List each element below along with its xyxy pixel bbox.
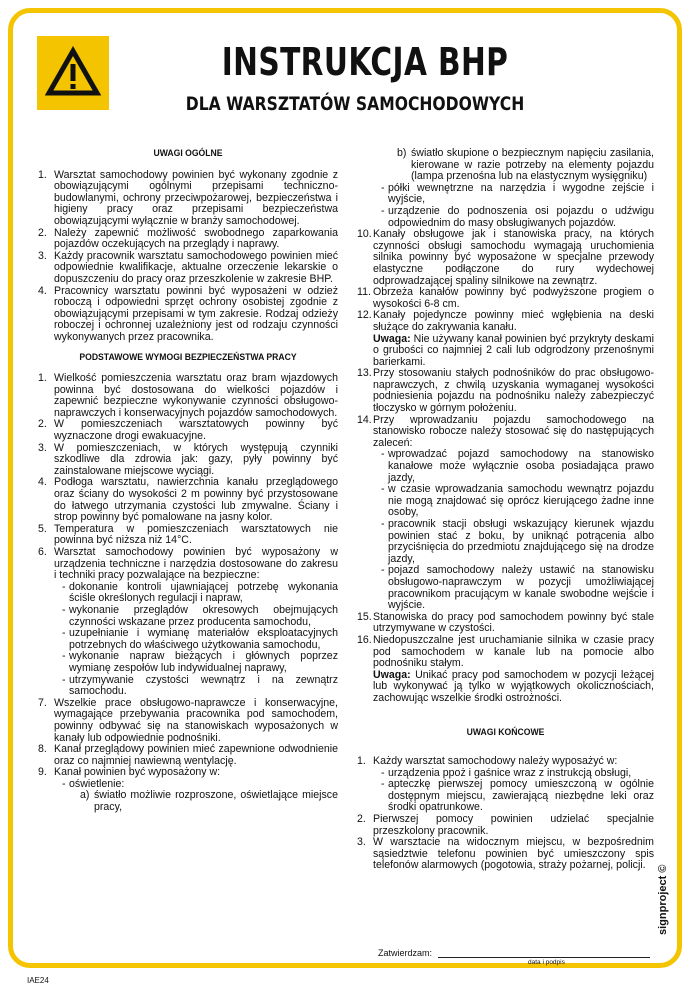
page-subtitle: DLA WARSZTATÓW SAMOCHODOWYCH: [185, 93, 525, 115]
list-item: 14. Przy wprowadzaniu pojazdu samochodowego na stanowisko robocze należy stosować się do następujących zaleceń: - wprowadzać pojazd samochodowy na stanowisko kanałowe może wyłącznie osoba posiadająca prawo jazdy, - w czasie wprowadzania samochodu wewnątrz pojazdu nie mogą znajdować się oprócz kierującego żadne inne osoby, - pracownik stacji obsługi wskazujący kierunek wjazdu powinien stać z boku, by uniknąć potrącenia albo przyciśnięcia do przedmiotu znajdującego się na drodze jazdy, - pojazd samochodowy należy ustawić na stanowisku obsługowo-naprawczym w pozycji umożliwiającej pracownikom pracującym w kanale swobodne wejście i wyjście.: [357, 415, 654, 612]
final-list: [357, 756, 654, 872]
list-item: 5. Temperatura w pomieszczeniach warsztatowych nie powinna być niższa niż 14°C.: [38, 522, 338, 547]
dash-list: [54, 582, 338, 698]
dash-item: - pracownik stacji obsługi wskazujący kierunek wjazdu powinien stać z boku, by uniknąć potrącenia albo przyciśnięcia do przedmiotu znajdującego się na drodze jazdy,: [381, 519, 654, 565]
list-item: 4. Podłoga warsztatu, nawierzchnia kanału przeglądowego oraz ściany do wysokości 2 m powinny być przystosowane do łatwego utrzymania czystości lub zmywalne. Ściany i strop powinny być pomalowane na jasny kolor.: [38, 476, 338, 524]
dash-list: [373, 449, 654, 611]
list-item: 6. Warsztat samochodowy powinien być wyposażony w urządzenia techniczne i narzędzia dostosowane do zakresu i techniki pracy pozwalające na bezpieczne: - dokonanie kontroli ujawniającej potrzebę wykonania ściśle określonych regulacji i napraw, - wykonanie przeglądów okresowych obejmujących czynności wskazane przez producenta samochodu, - uzupełnianie i wymianę materiałów eksploatacyjnych potrzebnych do właściwego użytkowania samochodu, - wykonanie napraw bieżących i głównych poprzez wymianę zespołów lub indywidualnej naprawy, - utrzymywanie czystości wewnątrz i na zewnątrz samochodu.: [38, 547, 338, 698]
list-item: 1. Warsztat samochodowy powinien być wykonany zgodnie z obowiązującymi ogólnymi przepisami techniczno-budowlanymi, ochrony przeciwpożarowej, bezpieczeństwa i higieny pracy oraz przepisami bezpieczeństwa obowiązującymi wyłącznie w branży samochodowej.: [38, 168, 338, 227]
dash-list: [373, 768, 654, 814]
dash-item: - wykonanie napraw bieżących i głównych poprzez wymianę zespołów lub indywidualnej naprawy,: [62, 651, 338, 674]
list-item: 8. Kanał przeglądowy powinien mieć zapewnione odwodnienie oraz co najmniej nawiewną wentylację.: [38, 743, 338, 767]
list-item: 11. Obrzeża kanałów powinny być podwyższone progiem o wysokości 6-8 cm.: [357, 286, 654, 310]
dash-item: - apteczkę pierwszej pomocy umieszczoną w ogólnie dostępnym miejscu, zawierającą niezbędne leki oraz środki opatrunkowe.: [381, 779, 654, 814]
dash-item: - urządzenie do podnoszenia osi pojazdu o udźwigu odpowiednim do masy obsługiwanych pojazdów.: [381, 206, 654, 229]
dash-item: - uzupełnianie i wymianę materiałów eksploatacyjnych potrzebnych do właściwego użytkowania samochodu,: [62, 628, 338, 651]
list-item: 3. W pomieszczeniach, w których występują czynniki szkodliwe dla zdrowia jak: gazy, pyły powinny być zainstalowane miejscowe wyciągi.: [38, 441, 338, 477]
list-item: 2. Pierwszej pomocy powinien udzielać specjalnie przeszkolony pracownik.: [357, 813, 654, 837]
warning-triangle-icon: [45, 44, 101, 100]
list-item: 4. Pracownicy warsztatu powinni być wyposażeni w odzież roboczą i odpowiedni sprzęt ochrony osobistej zgodnie z obowiązującymi przepisami w tym zakresie. Rodzaj odzieży roboczej i ochronnej uzależniony jest od rodzaju czynności wykonywanych przez pracownika.: [38, 284, 338, 343]
page-title: INSTRUKCJA BHP: [221, 40, 509, 84]
dash-item: - utrzymywanie czystości wewnątrz i na zewnątrz samochodu.: [62, 675, 338, 698]
section-heading-requirements: PODSTAWOWE WYMOGI BEZPIECZEŃSTWA PRACY: [79, 351, 297, 363]
list-item: 12. Kanały pojedyncze powinny mieć wgłębienia na deski służące do zakrywania kanału. Uwaga: Nie używany kanał powinien być przykryty deskami o grubości co najmniej 2 cali lub odgrodzony przenośnymi barierkami.: [357, 309, 654, 368]
list-item: 3. Każdy pracownik warsztatu samochodowego powinien mieć odpowiednie kwalifikacje, aktualne orzeczenie lekarskie o dopuszczeniu do pracy oraz przeszkolenie w zakresie BHP.: [38, 249, 338, 285]
approval-sublabel: data i podpis: [528, 959, 565, 966]
list-item: 3. W warsztacie na widocznym miejscu, w bezpośrednim sąsiedztwie telefonu powinien być umieszczony spis telefonów alarmowych (pogotowia, straży pożarnej, policji.: [357, 836, 654, 872]
list-item: 2. Należy zapewnić możliwość swobodnego zaparkowania pojazdów oczekujących na przeglądy i naprawy.: [38, 226, 338, 251]
brand-mark: signproject ©: [657, 864, 669, 935]
signature-line: [438, 957, 650, 958]
left-column: [38, 148, 338, 814]
dash-item: - półki wewnętrzne na narzędzia i wygodne zejście i wyjście,: [381, 183, 654, 206]
dash-item: - wykonanie przeglądów okresowych obejmujących czynności wskazane przez producenta samochodu,: [62, 605, 338, 628]
dash-list: [357, 183, 654, 229]
right-column: [357, 148, 654, 872]
dash-item: - dokonanie kontroli ujawniającej potrzebę wykonania ściśle określonych regulacji i napraw,: [62, 582, 338, 605]
list-item: 15. Stanowiska do pracy pod samochodem powinny być stale utrzymywane w czystości.: [357, 610, 654, 635]
list-item: 16. Niedopuszczalne jest uruchamianie silnika w czasie pracy pod samochodem w kanale lub na pomocie albo podnośniku stałym. Uwaga: Unikać pracy pod samochodem w pozycji leżącej lub wykonywać ją tylko w wyjątkowych okolicznościach, zachowując wszelkie środki ostrożności.: [357, 633, 654, 704]
list-item: 2. W pomieszczeniach warsztatowych powinny być wyznaczone drogi ewakuacyjne.: [38, 418, 338, 443]
dash-item: - w czasie wprowadzania samochodu wewnątrz pojazdu nie mogą znajdować się oprócz kierującego żadne inne osoby,: [381, 484, 654, 519]
list-item: 13. Przy stosowaniu stałych podnośników do prac obsługowo-naprawczych, z chwilą uzyskania wymaganej wysokości podniesienia pojazdu na podnośniku należy zabezpieczyć tłoczysko w górnym położeniu.: [357, 367, 654, 415]
list-item: 10. Kanały obsługowe jak i stanowiska pracy, na których czynności obsługi samochodu wymagają uruchomienia silnika powinny być wyposażone w specjalne przewody elastyczne podłączone do rury wydechowej odprowadzającej spaliny silnikowe na zewnątrz.: [357, 228, 654, 287]
requirements-list: [38, 373, 338, 814]
requirements-list-continued: [357, 229, 654, 704]
dash-item: - wprowadzać pojazd samochodowy na stanowisko kanałowe może wyłącznie osoba posiadająca prawo jazdy,: [381, 449, 654, 484]
dash-item: - pojazd samochodowy należy ustawić na stanowisku obsługowo-naprawczym w pozycji umożliwiającej pracownikom pracującym w kanale swobodne wejście i wyjście.: [381, 565, 654, 611]
section-heading-final: UWAGI KOŃCOWE: [466, 726, 545, 738]
list-item: 1. Wielkość pomieszczenia warsztatu oraz bram wjazdowych powinna być dostosowana do wielkości pojazdów i zapewnić bezpieczne wykonywanie czynności obsługowo-naprawczych i konserwacyjnych pojazdów samochodowych.: [38, 372, 338, 419]
general-list: [38, 170, 338, 344]
dash-item: - urządzenia ppoż i gaśnice wraz z instrukcją obsługi,: [381, 768, 654, 780]
letter-list: [54, 790, 338, 813]
dash-item: - oświetlenie:: [62, 779, 338, 791]
letter-item: a) światło możliwie rozproszone, oświetlające miejsce pracy,: [80, 789, 338, 814]
approval-label: Zatwierdzam:: [378, 948, 433, 958]
warning-sign: [37, 36, 109, 110]
letter-item: b) światło skupione o bezpiecznym napięciu zasilania, kierowane w razie potrzeby na elementy pojazdu (lampa przenośna lub na elastycznym wysięgniku): [397, 147, 654, 183]
section-heading-general: UWAGI OGÓLNE: [153, 148, 223, 159]
list-item: 7. Wszelkie prace obsługowo-naprawcze i konserwacyjne, wymagające przebywania pracownika pod samochodem, powinny odbywać się na stanowiskach wyposażonych w kanały lub odpowiednie podnośniki.: [38, 696, 338, 744]
product-code: IAE24: [27, 976, 49, 985]
list-item: 9. Kanał powinien być wyposażony w: - oświetlenie: a) światło możliwie rozproszone, oświetlające miejsce pracy,: [38, 767, 338, 813]
letter-list: [357, 148, 654, 183]
list-item: 1. Każdy warsztat samochodowy należy wyposażyć w: - urządzenia ppoż i gaśnice wraz z instrukcją obsługi, - apteczkę pierwszej pomocy umieszczoną w ogólnie dostępnym miejscu, zawierającą niezbędne leki oraz środki opatrunkowe.: [357, 756, 654, 814]
